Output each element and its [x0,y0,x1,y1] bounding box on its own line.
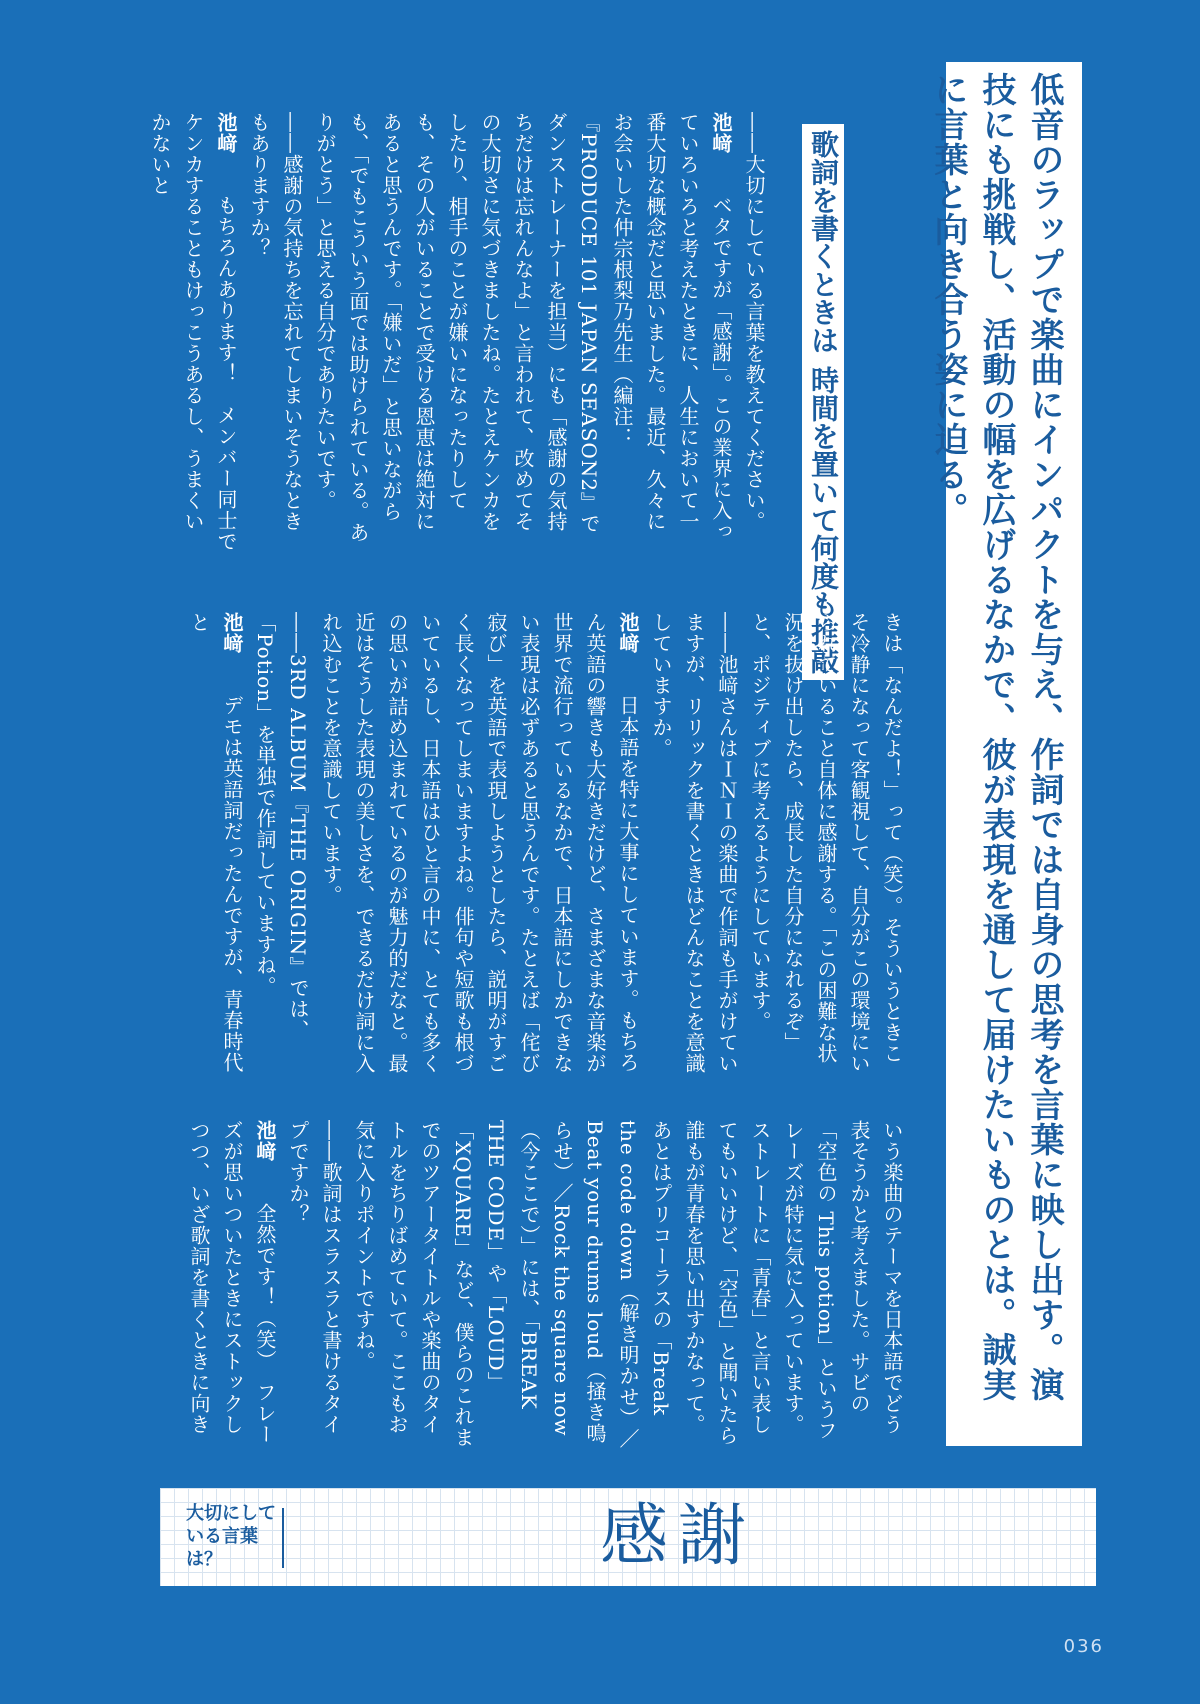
answer-2: 池﨑 もちろんあります！ メンバー同士でケンカすることもけっこうあるし、うまくいかないと [148,112,238,552]
lower-text-block [182,1120,908,1450]
speaker-label: 池﨑 [616,612,640,654]
question-4: ――3RD ALBUM『THE ORIGIN』では、「Potion」を単独で作詞していますね。 [253,612,310,1041]
heading-line-1: 歌詞を書くときは [802,124,844,360]
continued-text-2: いう楽曲のテーマを日本語でどう表そうかと考えました。サビの「空色の This potion」というフレーズが特に気に入っています。ストレートに「青春」と言い表してもいいけど、「空色」と聞いたら誰もが青春を思い出すかなって。あとはプリコーラスの「Break the code down（解き明かせ）／Beat your drums loud（掻き鳴らせ）／Rock the square now（今ここで）」には、「BREAK THE CODE」や「LOUD」「XQUARE」など、僕らのこれまでのツアータイトルや楽曲のタイトルをちりばめていて。ここもお気に入りポイントですね。 [352,1120,904,1450]
middle-text-block [182,612,908,1082]
speaker-label: 池﨑 [220,612,244,654]
answer-3: 池﨑 日本語を特に大事にしています。もちろん英語の響きも大好きだけど、さまざまな音楽が世界で流行っているなかで、日本語にしかできない表現は必ずあると思うんです。たとえば「侘び寂び」を英語で表現しようとしたら、説明がすごく長くなってしまいますよね。俳句や短歌も根づいているし、日本語はひと言の中に、とても多くの思いが詰め込まれているのが魅力的だなと。最近はそうした表現の美しさを、できるだけ詞に入れ込むことを意識しています。 [319,612,640,1074]
answer-4: 池﨑 デモは英語詞だったんですが、青春時代と [187,612,244,1073]
continued-text-1: きは「なんだよ！」って（笑）。そういうときこそ冷静になって客観視して、自分がこの環境にいられていること自体に感謝する。「この困難な状況を抜け出したら、成長した自分になれるぞ」と、ポジティブに考えるようにしています。 [748,612,904,1074]
speaker-label: 池﨑 [709,112,733,154]
speaker-label: 池﨑 [214,112,238,154]
page-number: 036 [1063,1636,1104,1657]
question-3: ――池﨑さんはＩＮＩの楽曲で作詞も手がけていますが、リリックを書くときはどんなことを意識していますか。 [649,612,739,1074]
question-5: ――歌詞はスラスラと書けるタイプですか？ [286,1120,343,1435]
answer-5: 池﨑 全然です！（笑） フレーズが思いついたときにストックしつつ、いざ歌詞を書くときに向き [187,1120,277,1445]
banner-keyword: 感謝 [600,1497,757,1576]
question-1: ――大切にしている言葉を教えてください。 [742,112,766,532]
lead-box [928,62,1082,1446]
banner-label: 大切にしている言葉は？ [186,1503,276,1570]
heading-line-2: 時間を置いて何度も推敲 [802,360,844,680]
upper-text-block [143,112,770,552]
speaker-label: 池﨑 [253,1120,277,1162]
section-heading [796,124,844,680]
banner-divider [282,1508,284,1568]
keyword-banner [160,1488,1096,1586]
question-2: ――感謝の気持ちを忘れてしまいそうなときもありますか？ [247,112,304,532]
lead-text: 低音のラップで楽曲にインパクトを与え、作詞では自身の思考を言葉に映し出す。演技にも挑戦し、活動の幅を広げるなかで、彼が表現を通して届けたいものとは。誠実に言葉と向き合う姿に迫る。 [928,72,1064,1402]
answer-1: 池﨑 ベタですが「感謝」。この業界に入っていろいろと考えたときに、人生において一番大切な概念だと思いました。最近、久々にお会いした仲宗根梨乃先生（編注：『PRODUCE 101 JAPAN SEASON2』でダンストレーナーを担当）にも「感謝の気持ちだけは忘れんなよ」と言われて、改めてその大切さに気づきましたね。たとえケンカをしたり、相手のことが嫌いになったりしても、その人がいることで受ける恩恵は絶対にあると思うんです。「嫌いだ」と思いながらも、「でもこういう面では助けられている。ありがとう」と思える自分でありたいです。 [313,112,733,543]
